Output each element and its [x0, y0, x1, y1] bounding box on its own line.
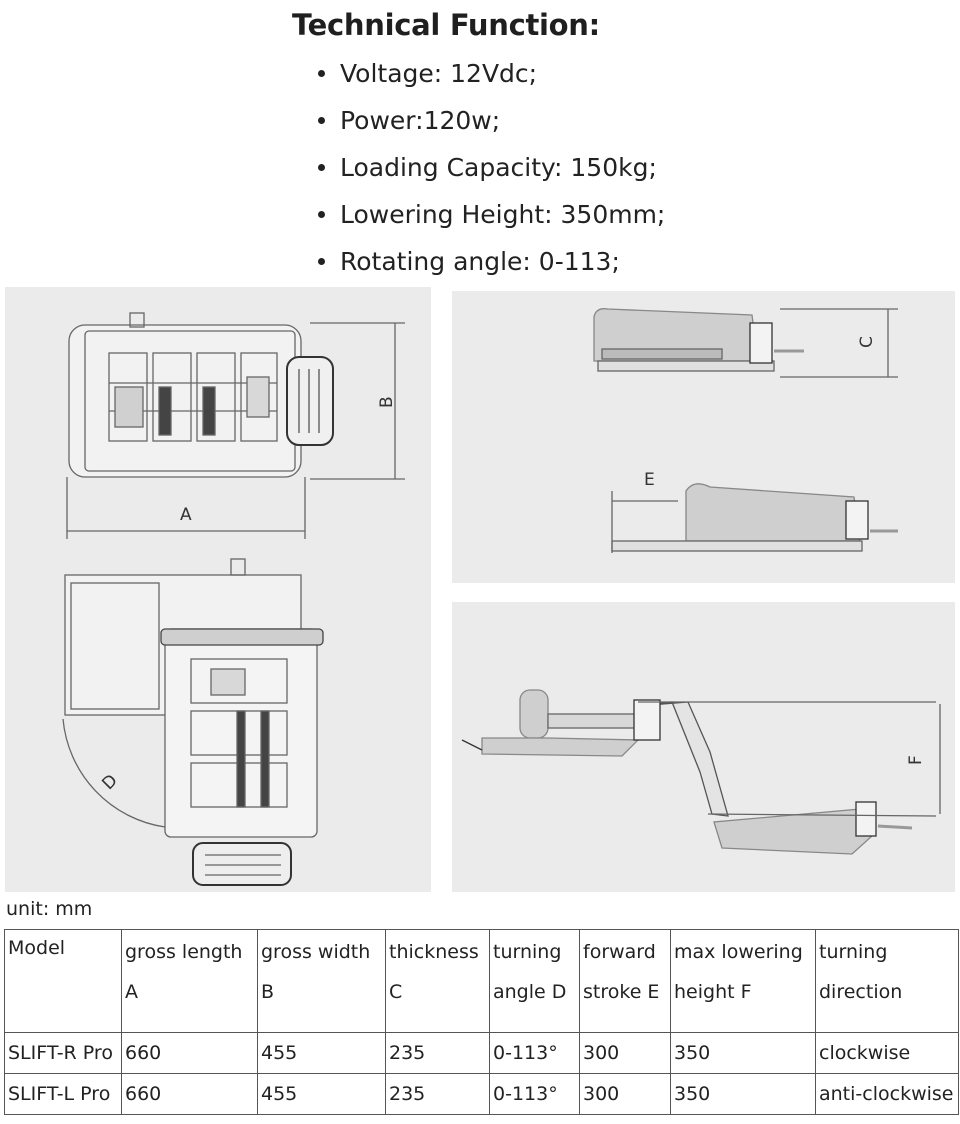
function-item: Rotating angle: 0-113; [318, 244, 665, 291]
bullet-icon [318, 117, 325, 124]
dimension-label-e: E [644, 470, 655, 490]
side-view-drawing [452, 291, 955, 583]
table-row: SLIFT-L Pro 660 455 235 0-113° 300 350 anti-clockwise [5, 1074, 959, 1115]
lowering-view-diagram [452, 602, 955, 892]
header-max-lowering: max lowering height F [671, 930, 816, 1033]
unit-note: unit: mm [6, 898, 93, 920]
top-view-drawing [5, 287, 431, 892]
header-model: Model [5, 930, 122, 1033]
dimension-label-d: D [98, 770, 122, 795]
spec-table [4, 929, 959, 1115]
header-thickness: thickness C [386, 930, 490, 1033]
section-heading: Technical Function: [292, 8, 600, 42]
side-view-diagram [452, 291, 955, 583]
function-item: Power:120w; [318, 103, 665, 150]
dimension-label-b: B [377, 396, 397, 408]
function-item: Lowering Height: 350mm; [318, 197, 665, 244]
header-gross-length: gross length A [122, 930, 258, 1033]
bullet-icon [318, 258, 325, 265]
bullet-icon [318, 211, 325, 218]
dimension-label-a: A [180, 505, 192, 525]
header-turning-angle: turning angle D [490, 930, 580, 1033]
header-forward-stroke: forward stroke E [580, 930, 671, 1033]
bullet-icon [318, 70, 325, 77]
table-row: SLIFT-R Pro 660 455 235 0-113° 300 350 clockwise [5, 1033, 959, 1074]
top-view-diagram [5, 287, 431, 892]
lowering-view-drawing [452, 602, 955, 892]
dimension-label-f: F [906, 755, 926, 765]
function-list [318, 56, 665, 291]
function-item: Loading Capacity: 150kg; [318, 150, 665, 197]
function-item: Voltage: 12Vdc; [318, 56, 665, 103]
dimension-label-c: C [857, 336, 877, 348]
header-gross-width: gross width B [258, 930, 386, 1033]
bullet-icon [318, 164, 325, 171]
table-header-row [5, 930, 959, 1033]
header-turning-direction: turning direction [816, 930, 959, 1033]
